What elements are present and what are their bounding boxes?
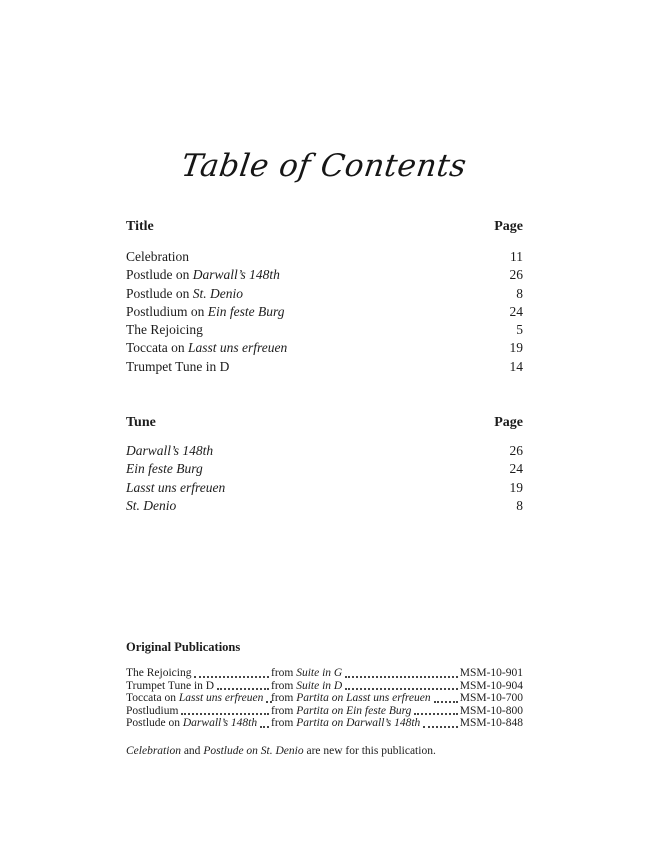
publication-source-segment: from xyxy=(271,692,297,704)
publication-source-segment: from xyxy=(271,667,297,679)
dot-leader xyxy=(181,713,269,715)
page-number: 26 xyxy=(509,267,523,283)
publication-source-cell xyxy=(271,692,460,705)
work-title xyxy=(126,303,285,321)
work-title-segment: Lasst uns erfreuen xyxy=(126,479,226,495)
publication-work-segment: Postludium xyxy=(126,704,179,717)
dot-leader xyxy=(260,726,269,728)
page-number: 24 xyxy=(509,461,523,477)
new-works-note xyxy=(126,745,523,758)
page-number: 24 xyxy=(509,303,523,319)
page-content xyxy=(126,0,523,864)
work-title-segment: Darwall’s 148th xyxy=(192,267,280,283)
toc-row xyxy=(126,339,523,357)
toc-row xyxy=(126,321,523,339)
catalog-number: MSM-10-700 xyxy=(459,692,523,704)
dot-leader xyxy=(345,688,458,690)
publication-source xyxy=(271,717,420,730)
note-segment: Postlude on St. Denio xyxy=(203,745,304,757)
publication-source-segment: Partita on Ein feste Burg xyxy=(296,704,412,717)
publication-row xyxy=(126,705,523,718)
work-title-segment: Lasst uns erfreuen xyxy=(188,340,288,356)
catalog-number: MSM-10-901 xyxy=(459,667,523,679)
work-title xyxy=(126,460,203,478)
publication-source xyxy=(271,692,431,705)
publication-row xyxy=(126,692,523,705)
publication-work xyxy=(126,680,214,693)
publication-work-cell xyxy=(126,705,271,718)
publication-row xyxy=(126,717,523,730)
publication-work-segment: The Rejoicing xyxy=(126,667,192,679)
work-title xyxy=(126,358,229,376)
publication-source xyxy=(271,680,342,693)
publication-work xyxy=(126,705,178,718)
work-title-segment: Postlude on xyxy=(126,267,193,283)
work-title xyxy=(126,248,189,266)
publication-source-segment: Partita on Darwall’s 148th xyxy=(296,717,421,729)
publication-source-segment: from xyxy=(271,679,297,692)
publication-source-segment: from xyxy=(271,704,297,717)
publication-work xyxy=(126,667,191,680)
dot-leader xyxy=(345,676,458,678)
publication-source-segment: Suite in G xyxy=(296,667,343,679)
publication-work-cell xyxy=(126,692,271,705)
work-title xyxy=(126,442,213,460)
work-title xyxy=(126,497,176,515)
page-number: 8 xyxy=(516,285,523,301)
toc-row xyxy=(126,285,523,303)
publication-work xyxy=(126,692,263,705)
tune-section-rows xyxy=(126,442,523,515)
work-title-segment: Toccata on xyxy=(126,340,189,356)
note-segment: and xyxy=(180,745,204,757)
note-segment: Celebration xyxy=(126,745,181,757)
work-title xyxy=(126,266,280,284)
publication-source-cell xyxy=(271,680,460,693)
work-title-segment: Celebration xyxy=(126,249,189,264)
work-title-segment: Postludium on xyxy=(126,303,208,319)
work-title xyxy=(126,321,203,339)
dot-leader xyxy=(414,713,457,715)
title-column-label: Title xyxy=(126,219,154,234)
page-column-label: Page xyxy=(494,219,523,234)
page-number: 5 xyxy=(516,322,523,338)
work-title-segment: Ein feste Burg xyxy=(126,461,203,477)
catalog-number: MSM-10-904 xyxy=(459,679,523,692)
work-title xyxy=(126,339,287,357)
dot-leader xyxy=(423,726,457,728)
publication-source-cell xyxy=(271,717,460,730)
toc-row xyxy=(126,442,523,460)
publication-work-segment: Trumpet Tune in D xyxy=(126,679,215,692)
publication-work-segment: Postlude on xyxy=(126,717,183,729)
publication-source xyxy=(271,705,411,718)
publication-work xyxy=(126,717,257,730)
work-title-segment: Darwall’s 148th xyxy=(126,443,214,458)
publication-source-segment: Partita on Lasst uns erfreuen xyxy=(296,692,431,704)
catalog-number: MSM-10-848 xyxy=(459,717,523,729)
tune-column-label: Tune xyxy=(126,415,156,430)
dot-leader xyxy=(217,688,269,690)
page-number: 19 xyxy=(509,340,523,356)
publication-source-cell xyxy=(271,667,460,680)
publication-work-segment: Darwall’s 148th xyxy=(182,717,258,729)
work-title-segment: St. Denio xyxy=(126,497,177,513)
page-column-label: Page xyxy=(494,415,523,430)
publication-work-cell xyxy=(126,680,271,693)
publication-work-segment: Toccata on xyxy=(126,692,179,704)
page-number: 26 xyxy=(509,443,523,458)
page-title: Table of Contents xyxy=(179,148,469,184)
publication-work-cell xyxy=(126,717,271,730)
work-title-segment: Ein feste Burg xyxy=(207,303,285,319)
work-title-segment: The Rejoicing xyxy=(126,322,203,338)
catalog-number: MSM-10-800 xyxy=(459,704,523,717)
publication-work-segment: Lasst uns erfreuen xyxy=(178,692,264,704)
publication-row xyxy=(126,667,523,680)
dot-leader xyxy=(194,676,269,678)
dot-leader xyxy=(434,701,458,703)
publication-source-segment: from xyxy=(271,717,297,729)
publications-rows xyxy=(126,667,523,730)
publication-source-segment: Suite in D xyxy=(296,679,343,692)
toc-row xyxy=(126,248,523,266)
title-section-header xyxy=(126,220,523,234)
page-number: 19 xyxy=(509,479,523,495)
toc-row xyxy=(126,479,523,497)
page-number: 11 xyxy=(510,249,523,264)
toc-row xyxy=(126,358,523,376)
toc-row xyxy=(126,303,523,321)
publication-row xyxy=(126,680,523,693)
work-title-segment: Postlude on xyxy=(126,285,193,301)
tune-section-header xyxy=(126,416,523,430)
work-title xyxy=(126,479,225,497)
note-segment: are new for this publication. xyxy=(303,745,436,757)
toc-row xyxy=(126,460,523,478)
toc-row xyxy=(126,497,523,515)
page-number: 8 xyxy=(516,497,523,513)
page-number: 14 xyxy=(509,358,523,374)
work-title-segment: Trumpet Tune in D xyxy=(126,358,230,374)
work-title-segment: St. Denio xyxy=(192,285,244,301)
title-section-rows xyxy=(126,248,523,376)
publication-source-cell xyxy=(271,705,460,718)
toc-row xyxy=(126,266,523,284)
publication-source xyxy=(271,667,342,680)
work-title xyxy=(126,285,243,303)
publications-section-header: Original Publications xyxy=(126,640,241,654)
publication-work-cell xyxy=(126,667,271,680)
